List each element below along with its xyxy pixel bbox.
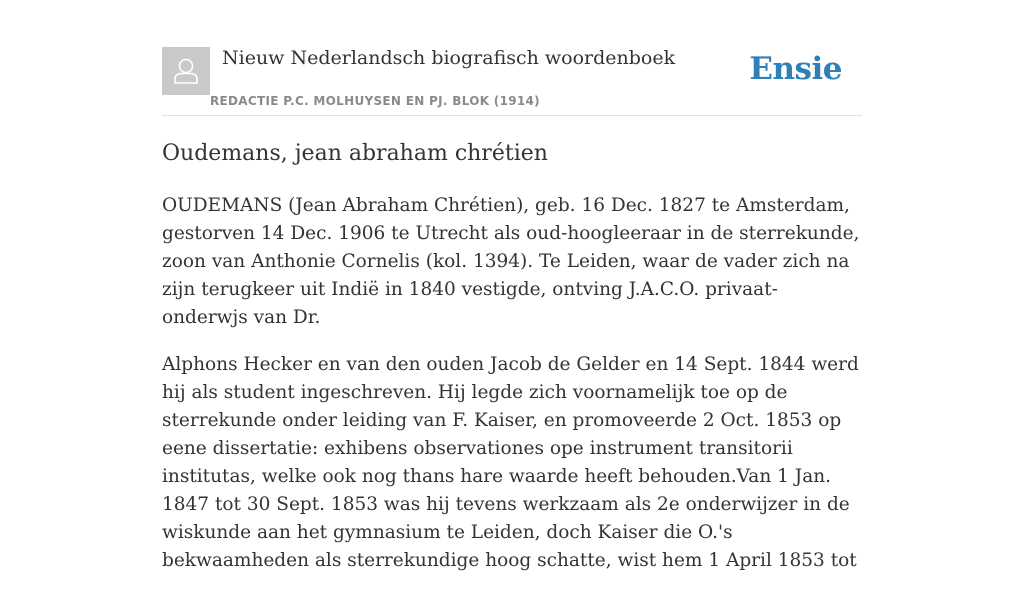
article-title: Oudemans, jean abraham chrétien: [162, 141, 548, 166]
source-header: [162, 44, 862, 116]
article-body: [162, 192, 862, 594]
user-icon[interactable]: [162, 47, 210, 95]
article-paragraph: OUDEMANS (Jean Abraham Chrétien), geb. 16 Dec. 1827 te Amsterdam, gestorven 14 Dec. 1906 te Utrecht als oud-hoogleeraar in de sterrekunde, zoon van Anthonie Cornelis (kol. 1394). Te Leiden, waar de vader zich na zijn terugkeer uit Indië in 1840 vestigde, ontving J.A.C.O. privaat-onderwjs van Dr.: [162, 195, 860, 328]
site-logo[interactable]: Ensie: [749, 51, 842, 87]
source-title[interactable]: Nieuw Nederlandsch biografisch woordenboek: [222, 47, 676, 69]
source-editors: REDACTIE P.C. MOLHUYSEN EN PJ. BLOK (1914): [210, 94, 540, 108]
article-paragraph: Alphons Hecker en van den ouden Jacob de Gelder en 14 Sept. 1844 werd hij als student ingeschreven. Hij legde zich voornamelijk toe op de sterrekunde onder leiding van F. Kaiser, en promoveerde 2 Oct. 1853 op eene dissertatie: exhibens observationes ope instrument transitorii institutas, welke ook nog thans hare waarde heeft behouden.Van 1 Jan. 1847 tot 30 Sept. 1853 was hij tevens werkzaam als 2e onderwijzer in de wiskunde aan het gymnasium te Leiden, doch Kaiser die O.'s bekwaamheden als sterrekundige hoog schatte, wist hem 1 April 1853 tot: [162, 354, 859, 571]
